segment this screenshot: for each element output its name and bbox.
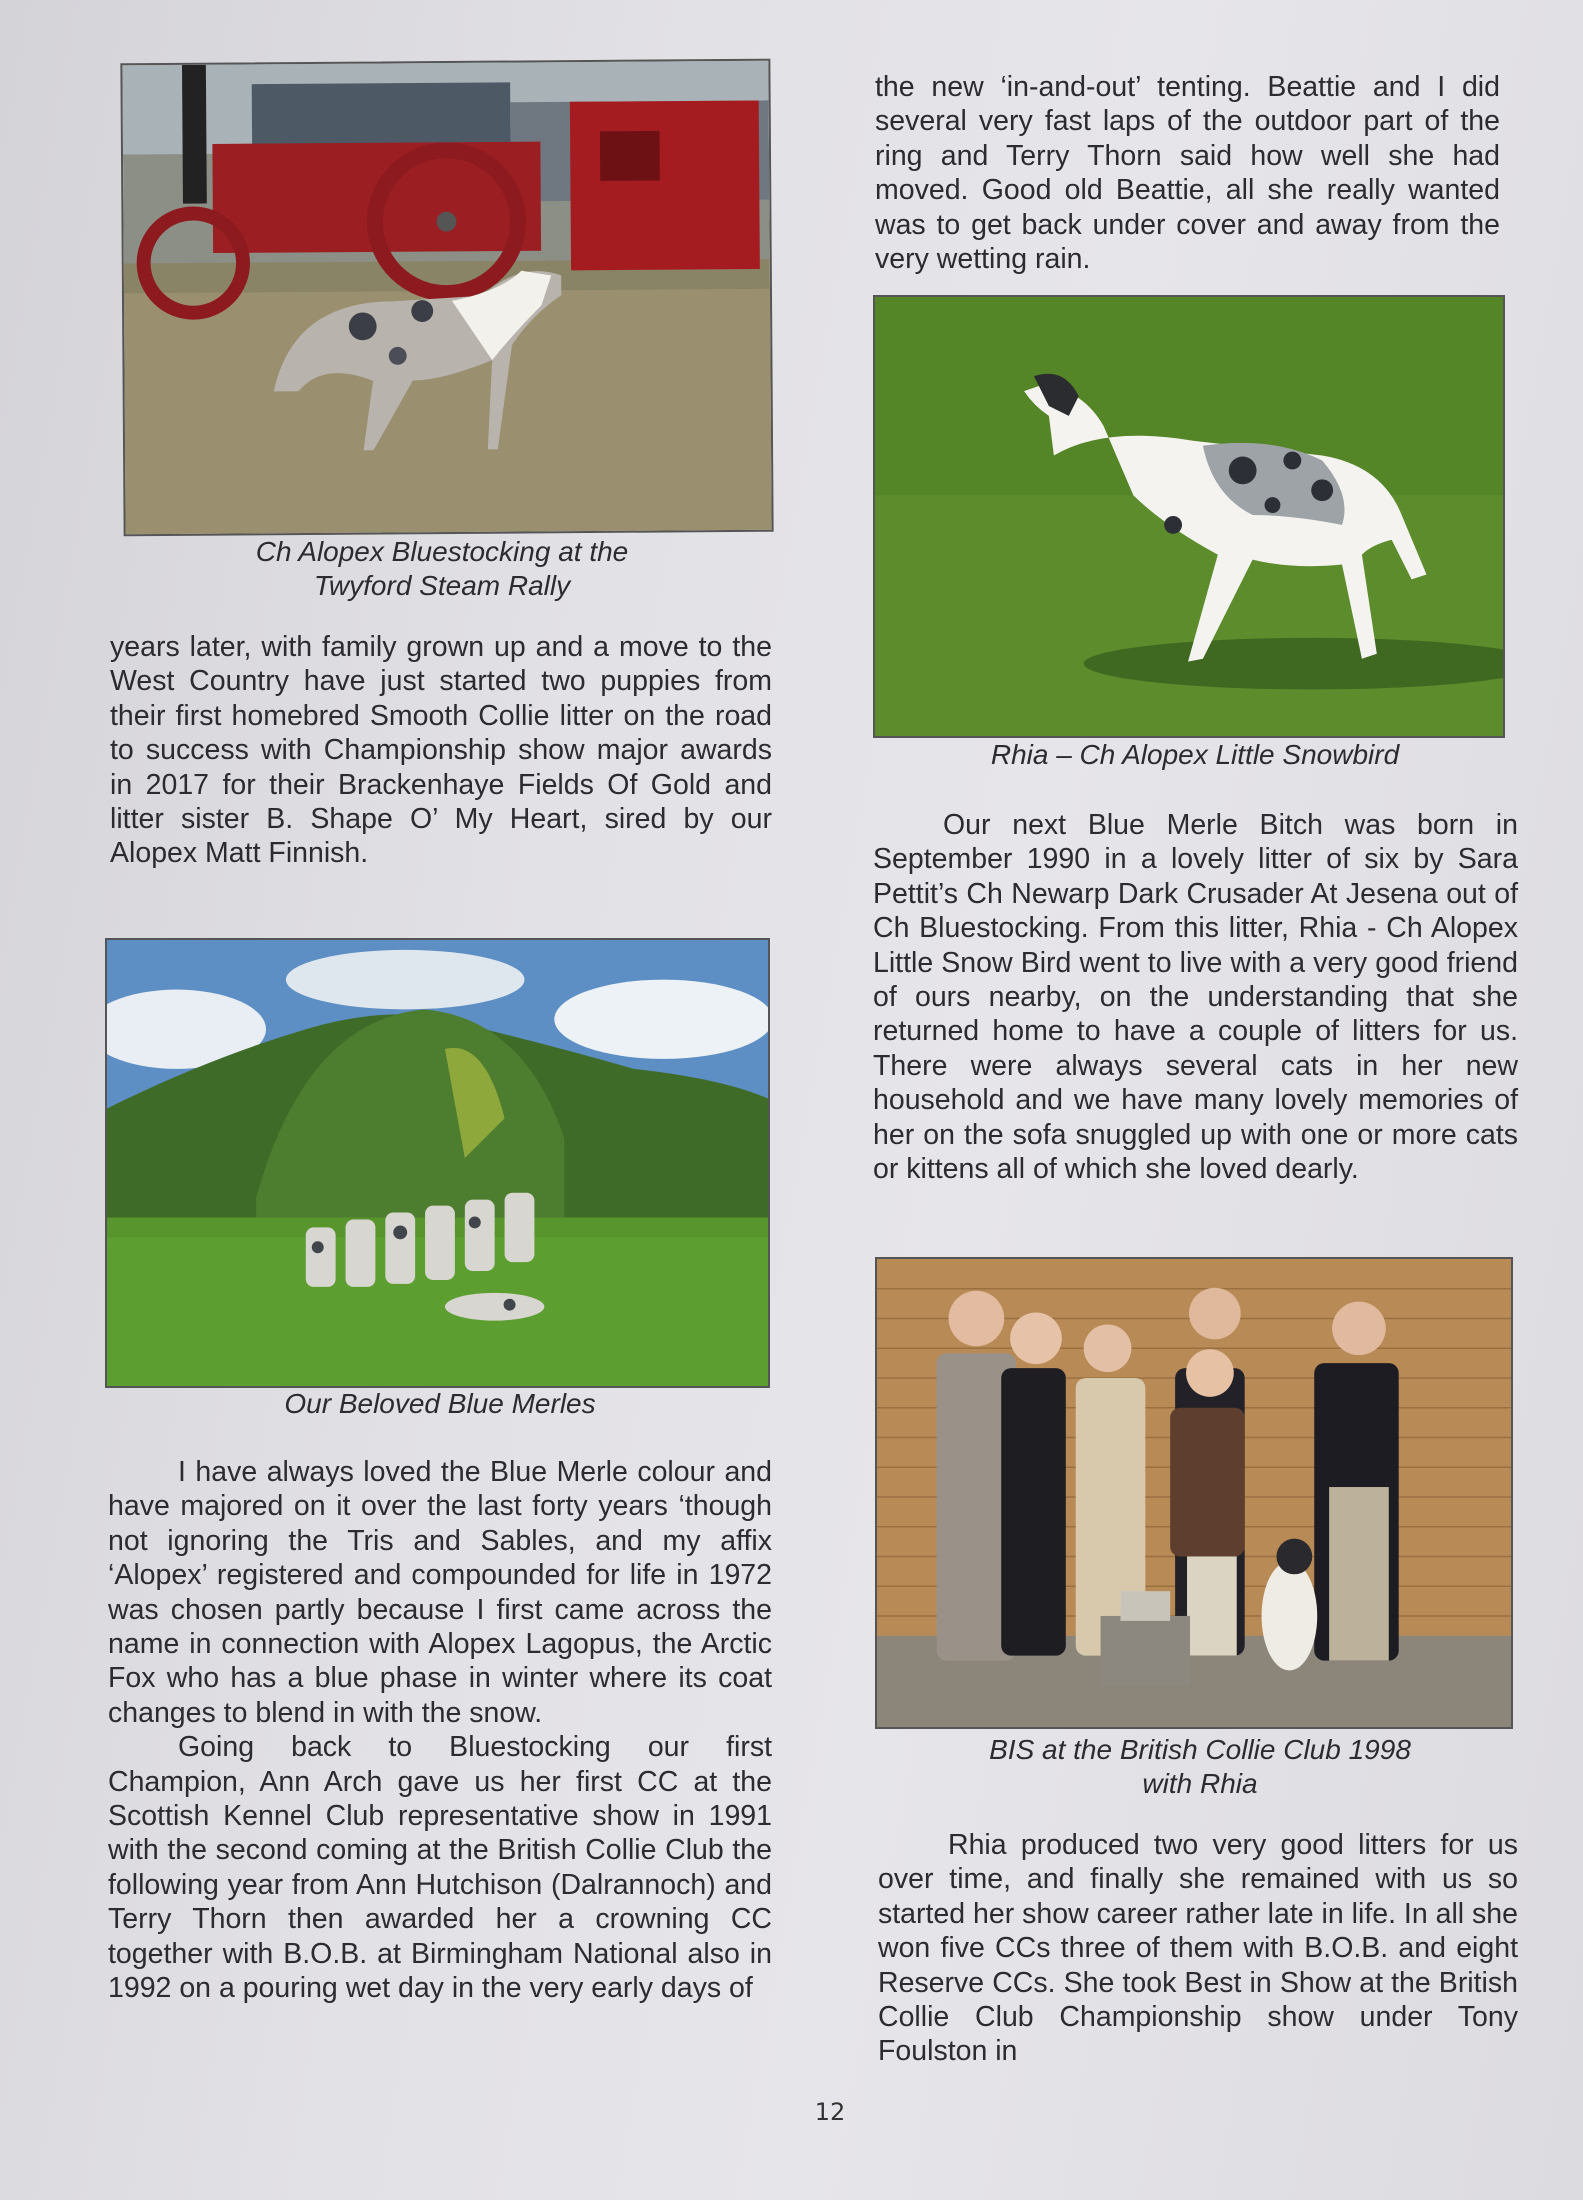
left-paragraph-3-text: Going back to Bluestocking our first Champion, Ann Arch gave us her first CC at the Scottish Kennel Club representative show in 1991 with the second coming at the British Collie Club the following year from Ann Hutchison (Dalrannoch) and Terry Thorn then awarded her a crowning CC together with B.O.B. at Birmingham National also in 1992 on a pouring wet day in the very early days of — [108, 1731, 772, 2005]
right-paragraph-2-text: Our next Blue Merle Bitch was born in September 1990 in a lovely litter of six by Sara Pettit’s Ch Newarp Dark Crusader At Jesena out of Ch Bluestocking. From this litter, Rhia - Ch Alopex Little Snow Bird went to live with a very good friend of ours nearby, on the understanding that she returned home to have a couple of litters for us. There were always several cats in her new household and we have many lovely memories of her on the sofa snuggled up with one or more cats or kittens all of which she loved dearly. — [873, 809, 1518, 1186]
photo-snowbird — [873, 295, 1505, 738]
photo-steam-rally — [120, 59, 773, 537]
left-paragraph-1 — [110, 630, 772, 871]
photo-blue-merles — [105, 938, 770, 1388]
left-paragraph-2-text: I have always loved the Blue Merle colour and have majored on it over the last forty years ‘though not ignoring the Tris and Sables, and my affix ‘Alopex’ registered and compounded for life in 1972 was chosen partly because I first came across the name in connection with Alopex Lagopus, the Arctic Fox who has a blue phase in winter where its coat changes to blend in with the snow. — [108, 1456, 772, 1729]
right-paragraph-1-text: the new ‘in-and-out’ tenting. Beattie and I did several very fast laps of the outdoor part of the ring and Terry Thorn said how well she had moved. Good old Beattie, all she really wanted was to get back under cover and away from the very wetting rain. — [875, 71, 1500, 276]
caption-bis-1998-line-2: with Rhia — [1142, 1768, 1258, 1799]
caption-steam-rally: Ch Alopex Bluestocking at the Twyford Steam Rally — [255, 536, 629, 601]
left-paragraph-1-text: years later, with family grown up and a move to the West Country have just started two puppies from their first homebred Smooth Collie litter on the road to success with Championship show major awards in 2017 for their Brackenhaye Fields Of Gold and litter sister B. Shape O’ My Heart, sired by our Alopex Matt Finnish. — [110, 631, 772, 870]
right-paragraph-1 — [875, 70, 1500, 276]
right-paragraph-3 — [878, 1828, 1518, 2069]
caption-bis-1998 — [900, 1733, 1500, 1801]
right-paragraph-3-text: Rhia produced two very good litters for us over time, and finally she remained with us so started her show career rather late in life. In all she won five CCs three of them with B.O.B. and eight Reserve CCs. She took Best in Show at the British Collie Club Championship show under Tony Foulston in — [878, 1829, 1518, 2068]
right-paragraph-2 — [873, 808, 1518, 1186]
left-paragraphs-2-3 — [108, 1455, 772, 2006]
caption-blue-merles: Our Beloved Blue Merles — [284, 1388, 596, 1419]
caption-bis-1998-line-1: BIS at the British Collie Club 1998 — [989, 1734, 1411, 1765]
page-number: 12 — [814, 2098, 846, 2126]
caption-snowbird: Rhia – Ch Alopex Little Snowbird — [990, 739, 1400, 770]
photo-bis-1998 — [875, 1257, 1513, 1729]
